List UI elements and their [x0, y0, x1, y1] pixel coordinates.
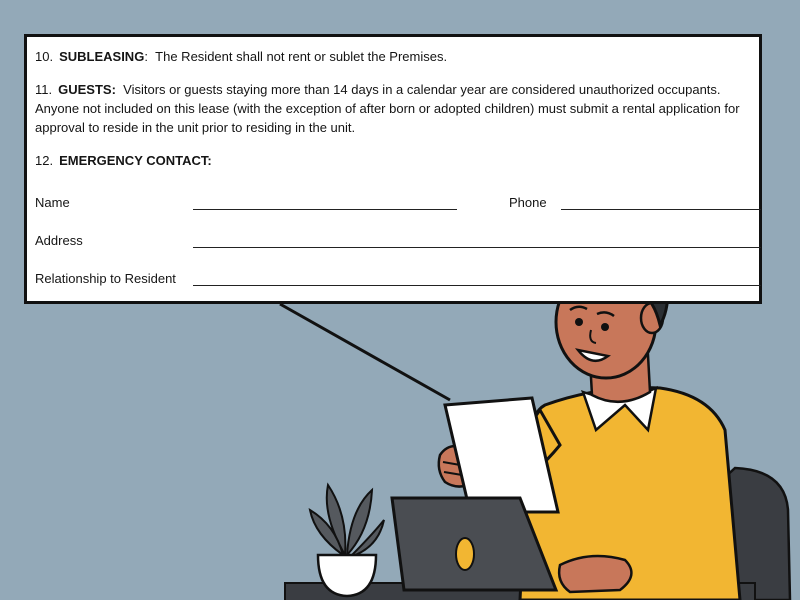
phone-label: Phone [509, 195, 547, 210]
name-label: Name [35, 195, 70, 210]
phone-field[interactable] [561, 209, 761, 210]
clause-number: 10. [35, 49, 54, 64]
clause-subleasing [35, 47, 759, 66]
callout-pointer [280, 304, 450, 400]
address-label: Address [35, 233, 83, 248]
clause-number: 12. [35, 153, 54, 168]
clause-guests [35, 80, 759, 137]
name-field[interactable] [193, 209, 457, 210]
address-field[interactable] [193, 247, 761, 248]
name-phone-row [35, 195, 763, 213]
clause-text: Visitors or guests staying more than 14 days in a calendar year are considered unauthorized occupants. Anyone not included on this lease (with the exception of after born or adopted children) must submit a rental application for approval to reside in the unit prior to residing in the unit. [35, 82, 740, 135]
clause-heading: GUESTS: [58, 82, 116, 97]
clause-emergency-contact [35, 151, 759, 170]
relationship-label: Relationship to Resident [35, 271, 176, 286]
typing-hand [559, 556, 631, 592]
clause-heading-punct: : [144, 49, 148, 64]
relationship-row [35, 271, 763, 289]
clause-heading: SUBLEASING [59, 49, 145, 64]
address-row [35, 233, 763, 251]
clause-text: The Resident shall not rent or sublet the Premises. [155, 49, 448, 64]
relationship-field[interactable] [193, 285, 761, 286]
potted-plant [310, 485, 384, 596]
lease-document-excerpt [24, 34, 762, 304]
clause-heading: EMERGENCY CONTACT: [59, 153, 212, 168]
clause-number: 11. [35, 82, 53, 97]
laptop-logo [456, 538, 474, 570]
